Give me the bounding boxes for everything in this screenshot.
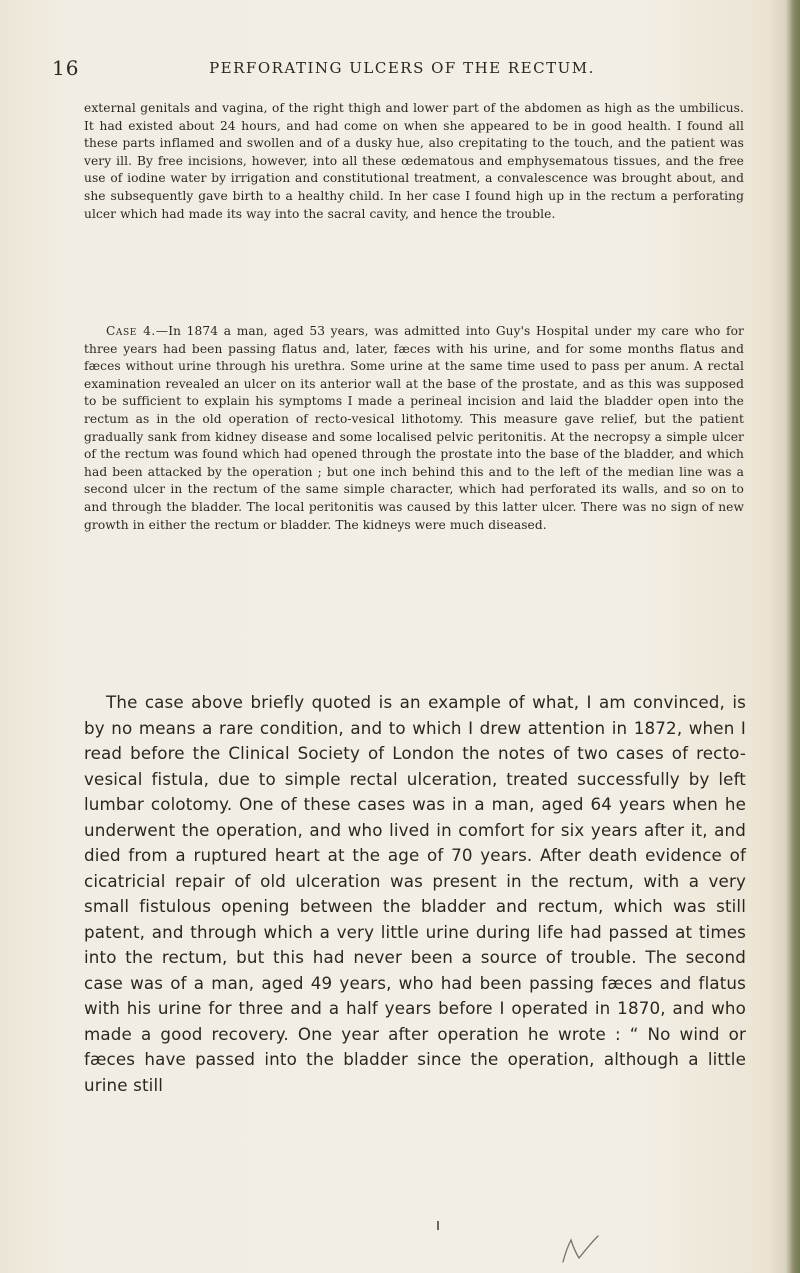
page-binding-edge (786, 0, 800, 1273)
page-number: 16 (52, 56, 80, 80)
running-title: PERFORATING ULCERS OF THE RECTUM. (209, 59, 595, 77)
paragraph-case-3-continued (84, 100, 744, 223)
pencil-tick-mark (437, 1221, 439, 1230)
page-header (52, 56, 752, 86)
case-label: Case 4. (106, 324, 156, 338)
paragraph-body (84, 323, 744, 534)
case-text: —In 1874 a man, aged 53 years, was admitted into Guy's Hospital under my care who for three years had been passing flatus and, later, fæces with his urine, and for some months flatus and fæces without urine through his urethra. Some urine at the same time used to pass per anum. A rectal examination revealed an ulcer on its anterior wall at the base of the prostate, and as this was supposed to be sufficient to explain his symptoms I made a perineal incision and laid the bladder open into the rectum as in the old operation of recto-vesical lithotomy. This measure gave relief, but the patient gradually sank from kidney disease and some localised pelvic peritonitis. At the necropsy a simple ulcer of the rectum was found which had opened through the prostate into the base of the bladder, and which had been attacked by the operation ; but one inch behind this and to the left of the median line was a second ulcer in the rectum of the same simple character, which had perforated its walls, and so on to and through the bladder. The local peritonitis was caused by this latter ulcer. There was no sign of new growth in either the rectum or bladder. The kidneys were much diseased. (84, 324, 744, 532)
paragraph-text: The case above briefly quoted is an example of what, I am convinced, is by no means a rare condition, and to which I drew attention in 1872, when I read before the Clinical Society of London the notes of two cases of recto-vesical fistula, due to simple rectal ulceration, treated successfully by left lumbar colotomy. One of these cases was in a man, aged 64 years when he underwent the operation, and who lived in comfort for six years after it, and died from a ruptured heart at the age of 70 years. After death evidence of cicatricial repair of old ulceration was present in the rectum, with a very small fistulous opening between the bladder and rectum, which was still patent, and through which a very little urine during life had passed at times into the rectum, but this had never been a source of trouble. The second case was of a man, aged 49 years, who had been passing fæces and flatus with his urine for three and a half years before I operated in 1870, and who made a good recovery. One year after operation he wrote : “ No wind or fæces have passed into the bladder since the operation, although a little urine still (84, 692, 746, 1095)
paragraph-case-4 (84, 323, 744, 534)
pencil-scribble-mark (560, 1232, 610, 1266)
paragraph-discussion (84, 690, 746, 1098)
paragraph-text: external genitals and vagina, of the right thigh and lower part of the abdomen as high as the umbilicus. It had existed about 24 hours, and had come on when she appeared to be in good health. I found all these parts inflamed and swollen and of a dusky hue, also crepitating to the touch, and the patient was very ill. By free incisions, however, into all these œdematous and emphysematous tissues, and the free use of iodine water by irrigation and constitutional treatment, a convalescence was brought about, and she subsequently gave birth to a healthy child. In her case I found high up in the rectum a perforating ulcer which had made its way into the sacral cavity, and hence the trouble. (84, 101, 744, 221)
